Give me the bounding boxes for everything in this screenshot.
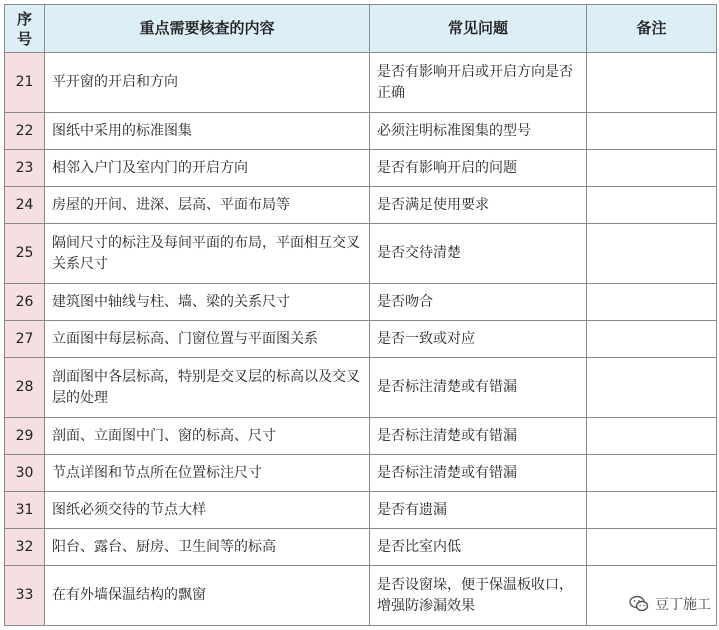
row-issue: 是否有影响开启或开启方向是否正确 — [370, 53, 587, 113]
row-number: 26 — [5, 284, 45, 321]
row-issue: 是否标注清楚或有错漏 — [370, 455, 587, 492]
watermark-text: 豆丁施工 — [655, 597, 711, 613]
row-note — [587, 224, 717, 284]
header-content: 重点需要核查的内容 — [45, 5, 370, 53]
header-num-label: 序号 — [16, 9, 32, 48]
table-row — [5, 150, 717, 187]
row-number: 24 — [5, 187, 45, 224]
row-content: 立面图中每层标高、门窗位置与平面图关系 — [45, 321, 370, 358]
row-issue: 是否满足使用要求 — [370, 187, 587, 224]
row-content: 平开窗的开启和方向 — [45, 53, 370, 113]
row-issue: 是否比室内低 — [370, 529, 587, 566]
row-issue: 是否吻合 — [370, 284, 587, 321]
row-content: 节点详图和节点所在位置标注尺寸 — [45, 455, 370, 492]
row-number: 33 — [5, 566, 45, 626]
table-row — [5, 53, 717, 113]
row-number: 23 — [5, 150, 45, 187]
table-row — [5, 187, 717, 224]
row-number: 27 — [5, 321, 45, 358]
row-note — [587, 529, 717, 566]
table-row — [5, 418, 717, 455]
row-note — [587, 418, 717, 455]
row-content: 图纸中采用的标准图集 — [45, 113, 370, 150]
row-number: 28 — [5, 358, 45, 418]
row-issue: 必须注明标准图集的型号 — [370, 113, 587, 150]
row-content: 剖面、立面图中门、窗的标高、尺寸 — [45, 418, 370, 455]
row-note — [587, 321, 717, 358]
row-note — [587, 150, 717, 187]
table-row — [5, 321, 717, 358]
header-issue: 常见问题 — [370, 5, 587, 53]
row-number: 21 — [5, 53, 45, 113]
row-note — [587, 492, 717, 529]
row-content: 图纸必须交待的节点大样 — [45, 492, 370, 529]
row-number: 25 — [5, 224, 45, 284]
table-row — [5, 492, 717, 529]
review-table — [4, 4, 717, 626]
row-note — [587, 284, 717, 321]
row-content: 剖面图中各层标高，特别是交叉层的标高以及交叉层的处理 — [45, 358, 370, 418]
table-row — [5, 113, 717, 150]
table-row — [5, 529, 717, 566]
row-issue: 是否有遗漏 — [370, 492, 587, 529]
row-issue: 是否标注清楚或有错漏 — [370, 358, 587, 418]
table-row — [5, 566, 717, 626]
row-note — [587, 113, 717, 150]
row-content: 房屋的开间、进深、层高、平面布局等 — [45, 187, 370, 224]
row-content: 隔间尺寸的标注及每间平面的布局，平面相互交叉关系尺寸 — [45, 224, 370, 284]
wechat-icon — [629, 595, 649, 613]
row-content: 相邻入户门及室内门的开启方向 — [45, 150, 370, 187]
row-issue: 是否设窗垛，便于保温板收口，增强防渗漏效果 — [370, 566, 587, 626]
row-number: 32 — [5, 529, 45, 566]
row-issue: 是否标注清楚或有错漏 — [370, 418, 587, 455]
watermark — [625, 592, 715, 616]
row-issue: 是否交待清楚 — [370, 224, 587, 284]
row-content: 在有外墙保温结构的飘窗 — [45, 566, 370, 626]
header-row — [5, 5, 717, 53]
table-row — [5, 224, 717, 284]
row-number: 30 — [5, 455, 45, 492]
row-note — [587, 53, 717, 113]
table-row — [5, 284, 717, 321]
row-note — [587, 187, 717, 224]
row-note — [587, 358, 717, 418]
table-row — [5, 358, 717, 418]
row-number: 31 — [5, 492, 45, 529]
row-number: 22 — [5, 113, 45, 150]
row-note — [587, 455, 717, 492]
header-num — [5, 5, 45, 53]
header-note: 备注 — [587, 5, 717, 53]
row-number: 29 — [5, 418, 45, 455]
row-issue: 是否一致或对应 — [370, 321, 587, 358]
table-row — [5, 455, 717, 492]
row-issue: 是否有影响开启的问题 — [370, 150, 587, 187]
row-content: 建筑图中轴线与柱、墙、梁的关系尺寸 — [45, 284, 370, 321]
row-content: 阳台、露台、厨房、卫生间等的标高 — [45, 529, 370, 566]
